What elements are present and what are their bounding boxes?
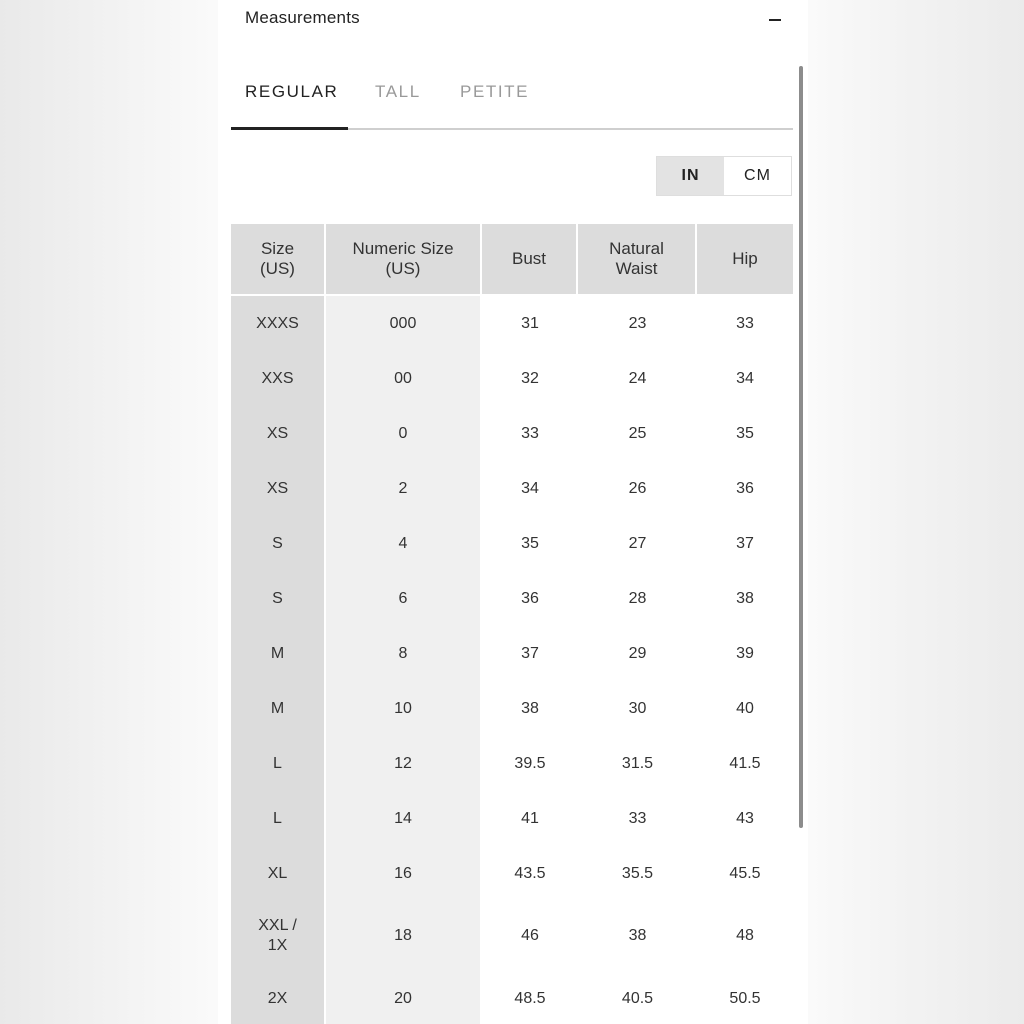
table-cell: 38 <box>736 589 754 607</box>
table-row <box>231 571 793 626</box>
table-cell: 12 <box>326 736 482 791</box>
unit-toggle <box>656 156 792 196</box>
active-tab-indicator <box>231 127 348 130</box>
header-size-us: Size (US) <box>231 224 326 296</box>
tab-petite[interactable]: PETITE <box>460 82 530 101</box>
table-cell: S <box>231 516 326 571</box>
table-cell: XXL / 1X <box>231 901 326 971</box>
table-cell: 16 <box>326 846 482 901</box>
table-cell: 43 <box>736 809 754 827</box>
table-cell: 33 <box>521 424 539 442</box>
table-cell: 29 <box>628 644 647 662</box>
table-cell: 39.5 <box>514 754 546 772</box>
table-cell: L <box>231 791 326 846</box>
table-cell: 37 <box>736 534 754 552</box>
table-cell: L <box>231 736 326 791</box>
header-hip: Hip <box>697 224 793 296</box>
table-cell: 32 <box>521 369 539 387</box>
table-cell: 48 <box>736 927 754 944</box>
fit-tabs <box>231 78 793 130</box>
table-cell: 48.5 <box>514 989 546 1007</box>
table-cell: 40 <box>736 699 754 717</box>
table-cell: XXXS <box>231 296 326 351</box>
table-row <box>231 791 793 846</box>
table-cell: 41 <box>521 809 539 827</box>
table-cell: 43.5 <box>514 864 546 882</box>
table-cell: 45.5 <box>729 864 761 882</box>
table-cell: 18 <box>326 901 482 971</box>
table-cell: 34 <box>521 479 539 497</box>
table-cell: 39 <box>736 644 754 662</box>
table-cell: 2 <box>326 461 482 516</box>
table-cell: 10 <box>326 681 482 736</box>
tab-regular[interactable]: REGULAR <box>245 82 339 101</box>
table-cell: 2X <box>231 971 326 1024</box>
table-cell: 36 <box>521 589 539 607</box>
table-cell: 36 <box>736 479 754 497</box>
table-cell: XXS <box>231 351 326 406</box>
table-cell: 50.5 <box>729 989 761 1007</box>
table-cell: 33 <box>736 314 754 332</box>
table-cell: 34 <box>736 369 754 387</box>
table-row <box>231 461 793 516</box>
tab-tall[interactable]: TALL <box>375 82 421 101</box>
table-cell: 27 <box>628 534 647 552</box>
table-cell: 35.5 <box>621 864 654 882</box>
table-row <box>231 516 793 571</box>
table-cell: 46 <box>521 927 539 944</box>
size-chart-panel <box>218 0 808 1024</box>
table-cell: XS <box>231 406 326 461</box>
table-cell: 000 <box>326 296 482 351</box>
table-cell: 35 <box>736 424 754 442</box>
table-cell: 6 <box>326 571 482 626</box>
measurements-header[interactable] <box>245 8 783 30</box>
table-cell: 8 <box>326 626 482 681</box>
table-cell: S <box>231 571 326 626</box>
table-cell: M <box>231 681 326 736</box>
table-row <box>231 901 793 971</box>
table-cell: XS <box>231 461 326 516</box>
table-cell: 30 <box>628 699 647 717</box>
table-row <box>231 736 793 791</box>
header-bust: Bust <box>482 224 578 296</box>
table-cell: 37 <box>521 644 539 662</box>
table-cell: 14 <box>326 791 482 846</box>
table-cell: 20 <box>326 971 482 1024</box>
table-cell: 33 <box>628 809 647 827</box>
table-cell: 26 <box>628 479 647 497</box>
table-cell: XL <box>231 846 326 901</box>
table-cell: 28 <box>628 589 647 607</box>
table-cell: 4 <box>326 516 482 571</box>
scrollbar[interactable] <box>799 66 803 828</box>
table-cell: 24 <box>628 369 647 387</box>
table-cell: 40.5 <box>621 989 654 1007</box>
table-row <box>231 351 793 406</box>
table-cell: 38 <box>521 699 539 717</box>
header-natural-waist: Natural Waist <box>578 224 697 296</box>
minus-icon[interactable] <box>767 12 783 28</box>
table-header-row <box>231 224 793 296</box>
table-cell: 41.5 <box>729 754 761 772</box>
table-cell: 25 <box>628 424 647 442</box>
table-cell: 31.5 <box>621 754 654 772</box>
table-row <box>231 406 793 461</box>
table-row <box>231 681 793 736</box>
table-cell: 31 <box>521 314 539 332</box>
table-row <box>231 626 793 681</box>
table-cell: M <box>231 626 326 681</box>
table-row <box>231 846 793 901</box>
unit-centimeters-button[interactable]: CM <box>724 157 791 195</box>
header-numeric-size: Numeric Size (US) <box>326 224 482 296</box>
table-cell: 38 <box>628 927 647 944</box>
unit-inches-button[interactable]: IN <box>657 157 724 195</box>
table-cell: 35 <box>521 534 539 552</box>
table-row <box>231 971 793 1024</box>
table-cell: 23 <box>628 314 647 332</box>
table-row <box>231 296 793 351</box>
table-cell: 0 <box>326 406 482 461</box>
size-chart-table <box>231 224 793 1024</box>
table-cell: 00 <box>326 351 482 406</box>
section-title: Measurements <box>245 8 360 27</box>
